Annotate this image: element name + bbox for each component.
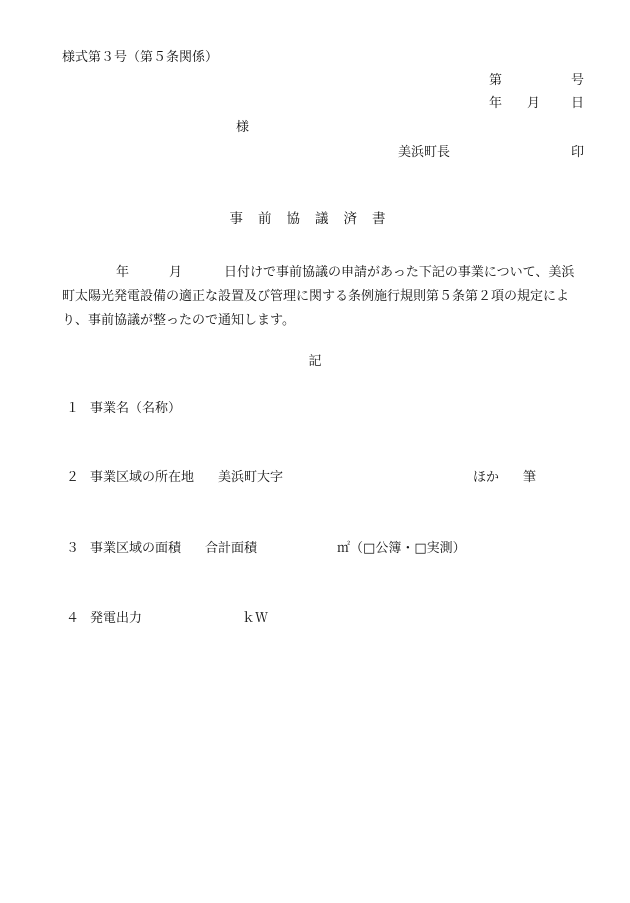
body-month: 月	[169, 265, 183, 280]
body-paragraph	[62, 261, 584, 333]
body-line-3: り、事前協議が整ったので通知します。	[62, 313, 295, 328]
item-label: 事業区域の所在地	[90, 470, 195, 485]
body-line-1	[62, 261, 584, 285]
item-label: 事業区域の面積	[90, 541, 182, 556]
area-unit: ㎡（□公簿・□実測）	[337, 541, 466, 556]
item-project-area	[66, 542, 466, 555]
ki-heading: 記	[308, 354, 322, 369]
item-number: １	[66, 401, 80, 416]
item-label: 発電出力	[90, 611, 143, 626]
body-line-2: 町太陽光発電設備の適正な設置及び管理に関する条例施行規則第５条第２項の規定によ	[62, 289, 570, 304]
body-line-1-text: 日付けで事前協議の申請があった下記の事業について、美浜	[224, 265, 575, 280]
item-number: ２	[66, 470, 80, 485]
item-project-name	[66, 402, 181, 415]
date-day-label: 日	[570, 96, 584, 111]
item-project-location	[66, 471, 536, 484]
location-value: 美浜町大字	[218, 470, 284, 485]
item-number: ３	[66, 541, 80, 556]
date-month-label: 月	[527, 96, 541, 111]
form-label: 様式第３号（第５条関係）	[62, 50, 219, 65]
location-suffix-hoka: ほか	[473, 470, 500, 485]
body-year: 年	[116, 265, 130, 280]
document-number-suffix: 号	[570, 73, 584, 88]
item-power-output	[66, 612, 268, 625]
addressee: 様	[236, 120, 250, 135]
document-title: 事前協議済書	[229, 211, 401, 227]
document-number-prefix: 第	[489, 73, 503, 88]
power-unit: ｋＷ	[242, 611, 269, 626]
item-number: ４	[66, 611, 80, 626]
area-total-label: 合計面積	[205, 541, 258, 556]
date-year-label: 年	[489, 96, 503, 111]
item-label: 事業名（名称）	[90, 401, 182, 416]
location-suffix-hitsu: 筆	[523, 470, 537, 485]
issuer-name: 美浜町長	[398, 145, 451, 160]
seal-mark: 印	[570, 145, 584, 160]
